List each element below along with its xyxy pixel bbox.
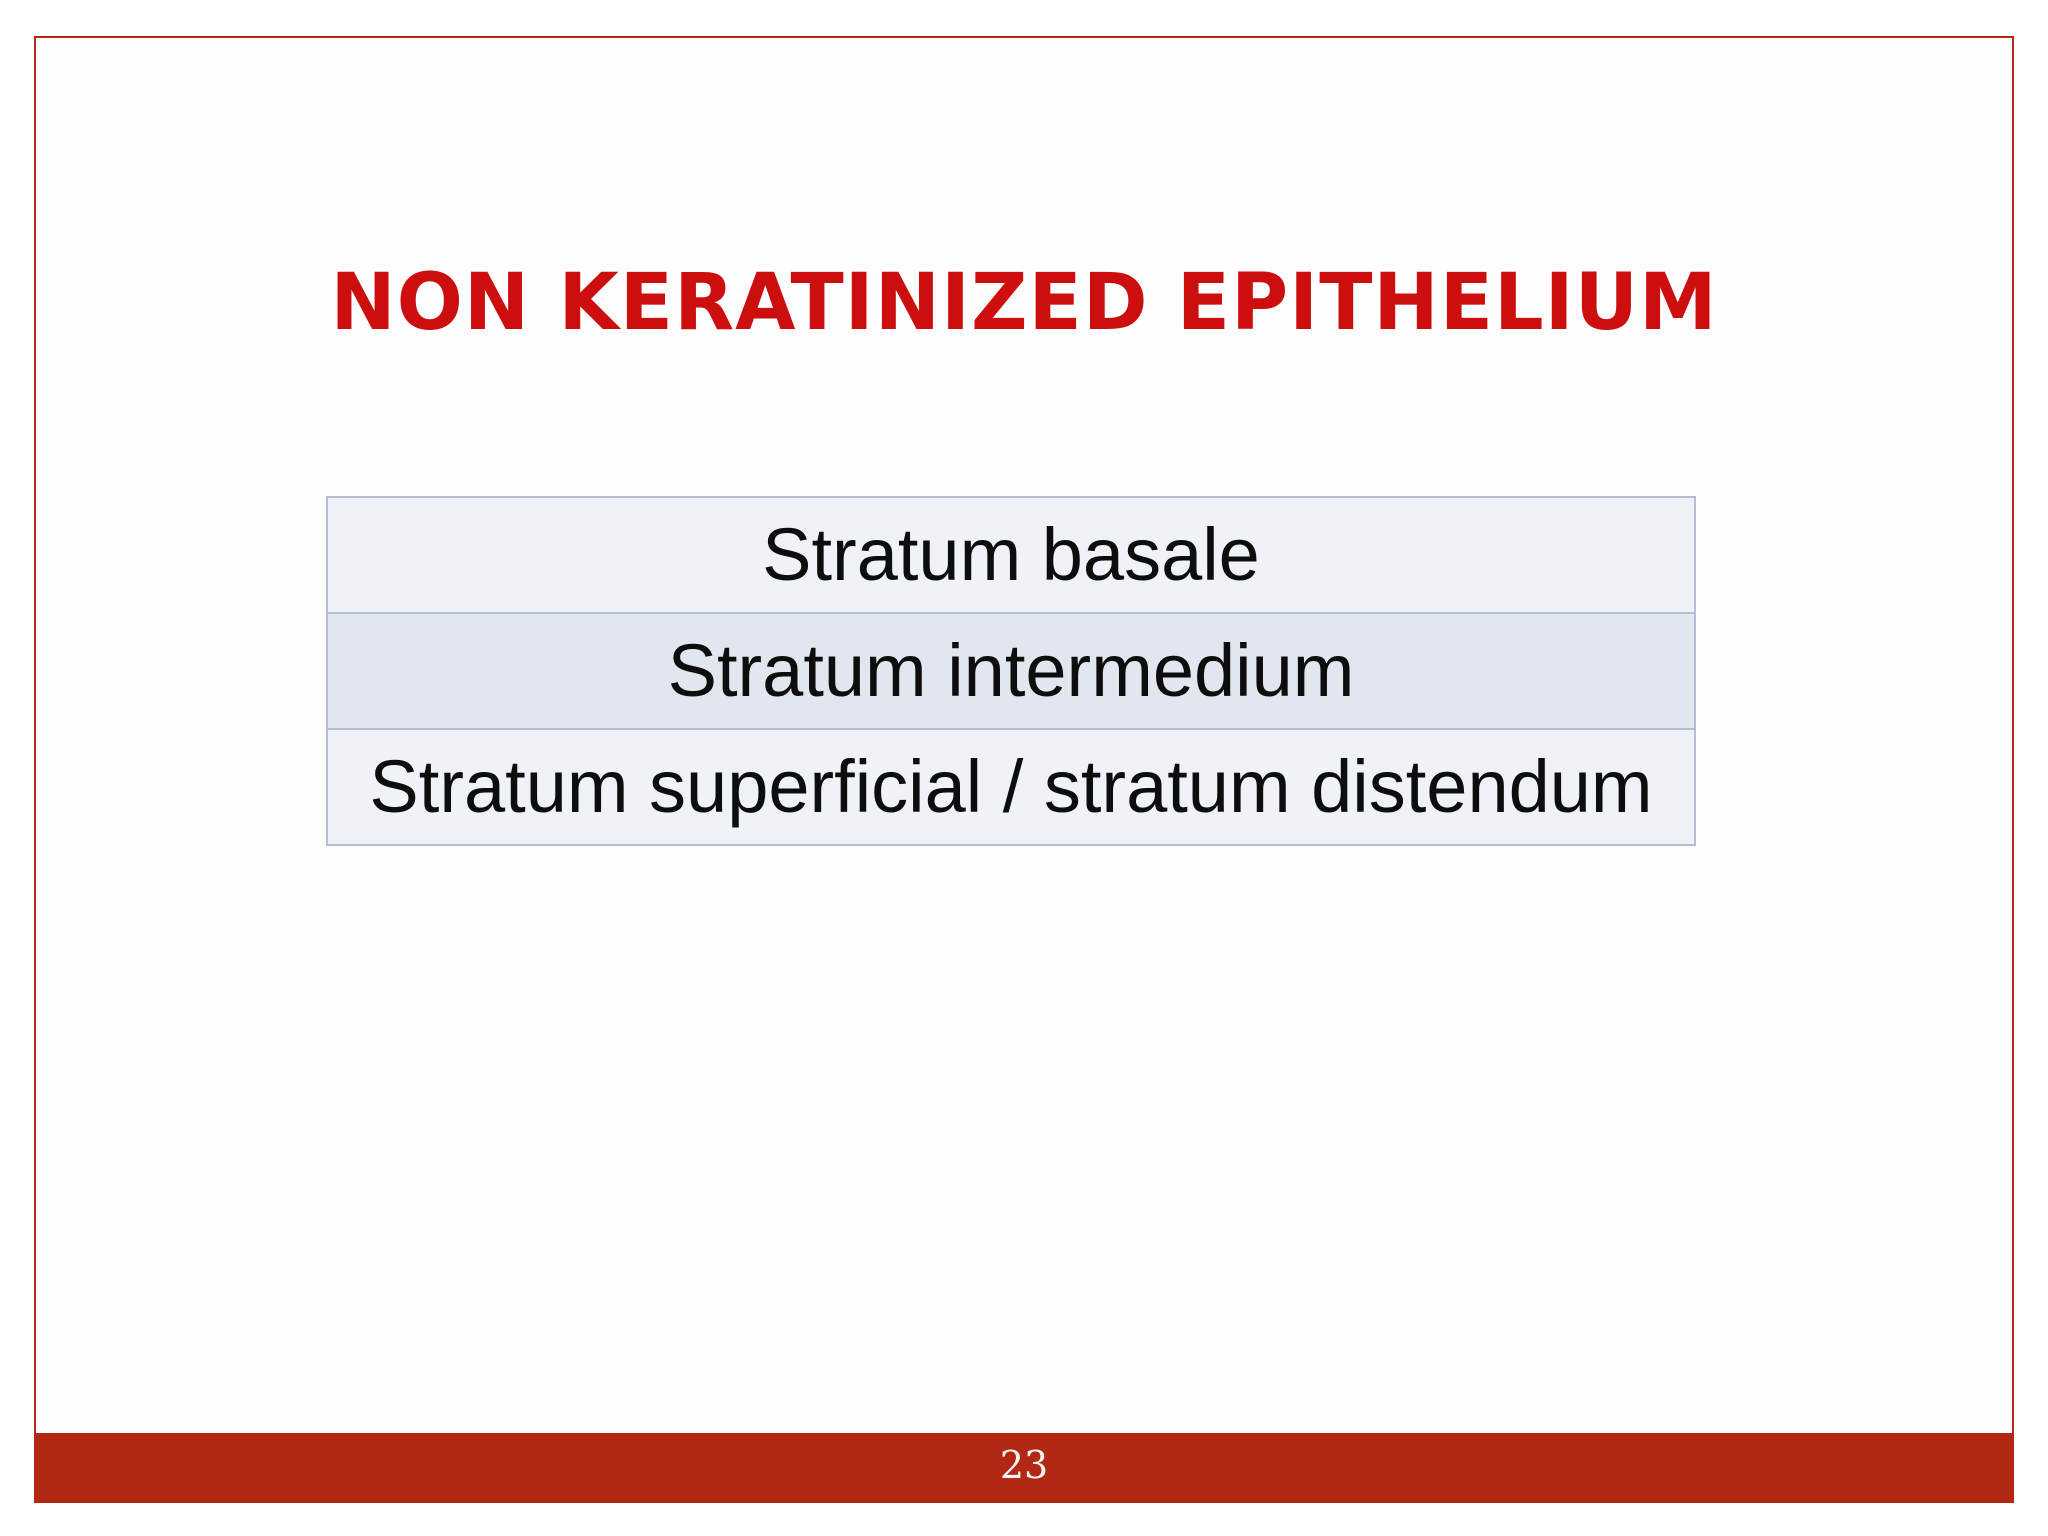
slide-title: NON KERATINIZED EPITHELIUM — [330, 258, 1718, 348]
table-row — [327, 613, 1695, 729]
table-row — [327, 497, 1695, 613]
layer-cell-basale: Stratum basale — [327, 497, 1695, 613]
layer-cell-intermedium: Stratum intermedium — [327, 613, 1695, 729]
layer-cell-superficial: Stratum superficial / stratum distendum — [327, 729, 1695, 845]
table-row — [327, 729, 1695, 845]
epithelium-layers-table — [326, 496, 1696, 846]
footer-bar — [34, 1433, 2014, 1503]
slide-frame — [34, 36, 2014, 1500]
page-number: 23 — [999, 1443, 1049, 1487]
